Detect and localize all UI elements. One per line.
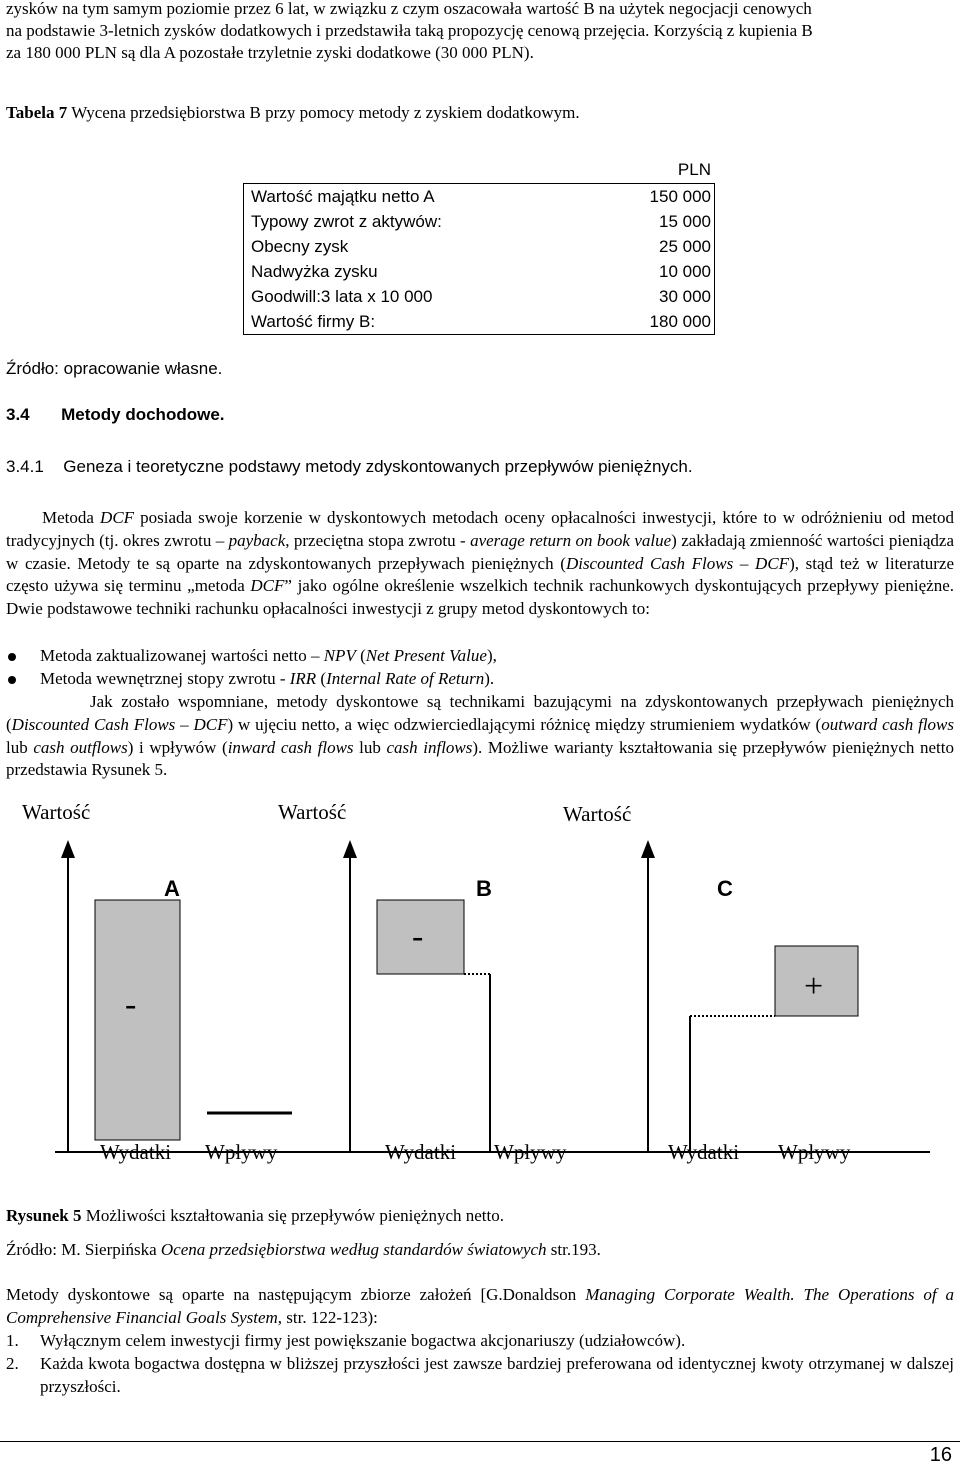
table-caption-text: Wycena przedsiębiorstwa B przy pomocy metody z zyskiem dodatkowym. [71, 103, 580, 122]
bullet-abbr: IRR [289, 669, 317, 688]
list-number: 2. [6, 1354, 19, 1373]
para2-e: lub [6, 737, 34, 757]
panel-a-letter: A [164, 876, 180, 896]
panel-b-x-label-inflows: Wpływy [494, 1140, 567, 1164]
para1-metoda: Metoda [42, 508, 94, 527]
section-number: 3.4 [6, 405, 30, 424]
panel-a-x-label-outflows: Wydatki [100, 1140, 172, 1164]
table-row [251, 209, 711, 234]
para1-k: ” jako ogólne określenie wszelkich technik rachunkowych dyskontujących przepływy pieniężne. Dwie podstawowe techniki rachunku opłacalności inwestycji z grupy metod dyskontowych to: [6, 576, 955, 619]
para2-i: lub [353, 737, 387, 757]
table-row-label: Goodwill:3 lata x 10 000 [251, 287, 433, 306]
table-row [251, 309, 711, 334]
subsection-heading [6, 456, 693, 478]
table-row-label: Wartość majątku netto A [251, 187, 435, 206]
footer-rule [0, 1441, 960, 1442]
figure-caption-text: Możliwości kształtowania się przepływów pieniężnych netto. [81, 1206, 504, 1225]
cash-flow-figure [0, 800, 960, 1180]
subsection-title: Geneza i teoretyczne podstawy metody zdyskontowanych przepływów pieniężnych. [63, 457, 693, 476]
paragraph-cash-flows [6, 691, 954, 782]
panel-b-minus-sign: - [412, 918, 424, 955]
bullet-abbr: NPV [323, 646, 356, 665]
bullet-item-irr [40, 668, 494, 690]
para1-i: ), stąd też w literaturze często używa się terminu „metoda [6, 553, 955, 596]
bullet-text: Metoda wewnętrznej stopy zwrotu - [40, 669, 290, 688]
bullet-item-npv [40, 645, 497, 667]
bar-a-outflow [95, 900, 180, 1140]
table-row-value: 15 000 [659, 212, 711, 231]
table-caption [6, 102, 580, 124]
intro-line-3: za 180 000 PLN są dla A pozostałe trzyletnie zyski dodatkowe (30 000 PLN). [6, 43, 534, 62]
table-row-value: 10 000 [659, 262, 711, 281]
para2-dcf: Discounted Cash Flows – DCF [11, 714, 228, 734]
para2-outflows: cash outflows [33, 737, 128, 757]
para3-c: , str. 122-123): [277, 1307, 378, 1327]
figure-source-page: str.193. [546, 1240, 601, 1259]
intro-line-1: zysków na tym samym poziomie przez 6 lat, w związku z czym oszacowała wartość B na użytek negocjacji cenowych [6, 0, 812, 18]
panel-c-plus-sign: + [804, 968, 824, 1005]
para1-payback: payback [228, 530, 286, 550]
para1-g: ) zakładają zmienność wartości pieniądza w czasie. Metody te są oparte na zdyskontowanych przepływach pieniężnych ( [6, 530, 954, 573]
axis-a-arrow [61, 840, 75, 858]
para2-inflows: cash inflows [386, 737, 473, 757]
para1-dcf: DCF [100, 508, 135, 527]
figure-source [6, 1239, 601, 1261]
para2-inward: inward cash flows [227, 737, 354, 757]
table-row [251, 234, 711, 259]
table-row-label: Wartość firmy B: [251, 312, 376, 331]
figure-caption [6, 1205, 504, 1227]
panel-a-x-label-inflows: Wpływy [205, 1140, 278, 1164]
para2-c: ) w ujęciu netto, a więc odzwierciedlającymi różnicę między strumieniem wydatków ( [227, 714, 822, 734]
bullet-close: ). [484, 669, 495, 688]
panel-a-value-label: Wartość [22, 800, 91, 824]
bullet-dot [8, 676, 16, 684]
table-row [251, 184, 711, 209]
bullet-text: Metoda zaktualizowanej wartości netto – [40, 646, 324, 665]
panel-b-x-label-outflows: Wydatki [385, 1140, 457, 1164]
para1-average-return: average return on book value [470, 530, 672, 550]
bullet-paren: ( [355, 646, 366, 665]
figure-caption-label: Rysunek 5 [6, 1206, 82, 1225]
para2-a: Jak zostało wspomniane, metody dyskontowe są technikami bazującymi na zdyskontowanych przepływach pieniężnych ( [6, 692, 954, 734]
table-source: Źródło: opracowanie własne. [6, 359, 223, 378]
table-currency-header: PLN [677, 160, 711, 179]
table-row-value: 30 000 [659, 287, 711, 306]
table-row-value: 180 000 [649, 312, 711, 331]
table-row [251, 259, 711, 284]
table-row-label: Typowy zwrot z aktywów: [251, 212, 442, 231]
para2-outward: outward cash flows [821, 714, 954, 734]
paragraph-dcf [6, 507, 954, 621]
para1-c: posiada swoje korzenie w dyskontowych metodach oceny opłacalności inwestycji, które to w odróżnieniu od metod tradycyjnych (tj. okres zwrotu – [6, 508, 955, 550]
table-caption-label: Tabela 7 [6, 103, 68, 122]
valuation-table [243, 158, 715, 334]
axis-b-arrow [343, 840, 357, 858]
table-row [251, 284, 711, 309]
table-row-value: 25 000 [659, 237, 711, 256]
section-heading [6, 404, 225, 426]
page-number: 16 [929, 1444, 952, 1466]
panel-c [638, 840, 930, 1152]
bullet-dot [8, 653, 16, 661]
bullet-close: ), [486, 646, 497, 665]
panel-c-letter: C [717, 876, 733, 896]
list-item-1: Wyłącznym celem inwestycji firmy jest powiększanie bogactwa akcjonariuszy (udziałowców). [40, 1331, 686, 1350]
para1-discounted-cash-flows: Discounted Cash Flows – DCF [565, 553, 790, 573]
bullet-english: Internal Rate of Return [326, 669, 485, 688]
figure-source-title: Ocena przedsiębiorstwa według standardów światowych [160, 1240, 547, 1259]
panel-a-minus-sign: - [125, 986, 137, 1023]
panel-c-x-label-outflows: Wydatki [668, 1140, 740, 1164]
list-item-2: Każda kwota bogactwa dostępna w bliższej przyszłości jest zawsze bardziej preferowana od identycznej kwoty otrzymanej w dalszej przyszłości. [40, 1354, 954, 1396]
paragraph-assumptions [6, 1284, 954, 1330]
para2-g: ) i wpływów ( [127, 737, 228, 757]
intro-line-2: na podstawie 3-letnich zysków dodatkowych i przedstawiła taką propozycję cenową przejęcia. Korzyścią z kupienia B [6, 21, 813, 40]
panel-b-letter: B [476, 876, 492, 896]
section-title: Metody dochodowe. [61, 405, 225, 424]
panel-b-value-label: Wartość [278, 800, 347, 824]
panel-a [55, 840, 360, 1152]
bullet-english: Net Present Value [365, 646, 487, 665]
panel-c-x-label-inflows: Wpływy [778, 1140, 851, 1164]
figure-source-prefix: Źródło: M. Sierpińska [6, 1240, 161, 1259]
table-row-label: Obecny zysk [251, 237, 349, 256]
table-row-label: Nadwyżka zysku [251, 262, 378, 281]
subsection-number: 3.4.1 [6, 457, 44, 476]
para3-book-title: Managing Corporate Wealth. The Operations of a Comprehensive Financial Goals System [6, 1285, 955, 1327]
bullet-paren: ( [316, 669, 327, 688]
para1-dcf-2: DCF [250, 576, 285, 596]
panel-c-value-label: Wartość [563, 802, 632, 826]
para3-a: Metody dyskontowe są oparte na następującym zbiorze założeń [G.Donaldson [6, 1285, 586, 1304]
axis-c-arrow [641, 840, 655, 858]
para1-e: , przeciętna stopa zwrotu - [285, 530, 471, 550]
table-row-value: 150 000 [649, 187, 711, 206]
para2-k: ). Możliwe warianty kształtowania się przepływów pieniężnych netto przedstawia Rysunek 5. [6, 737, 954, 780]
list-number: 1. [6, 1331, 19, 1350]
